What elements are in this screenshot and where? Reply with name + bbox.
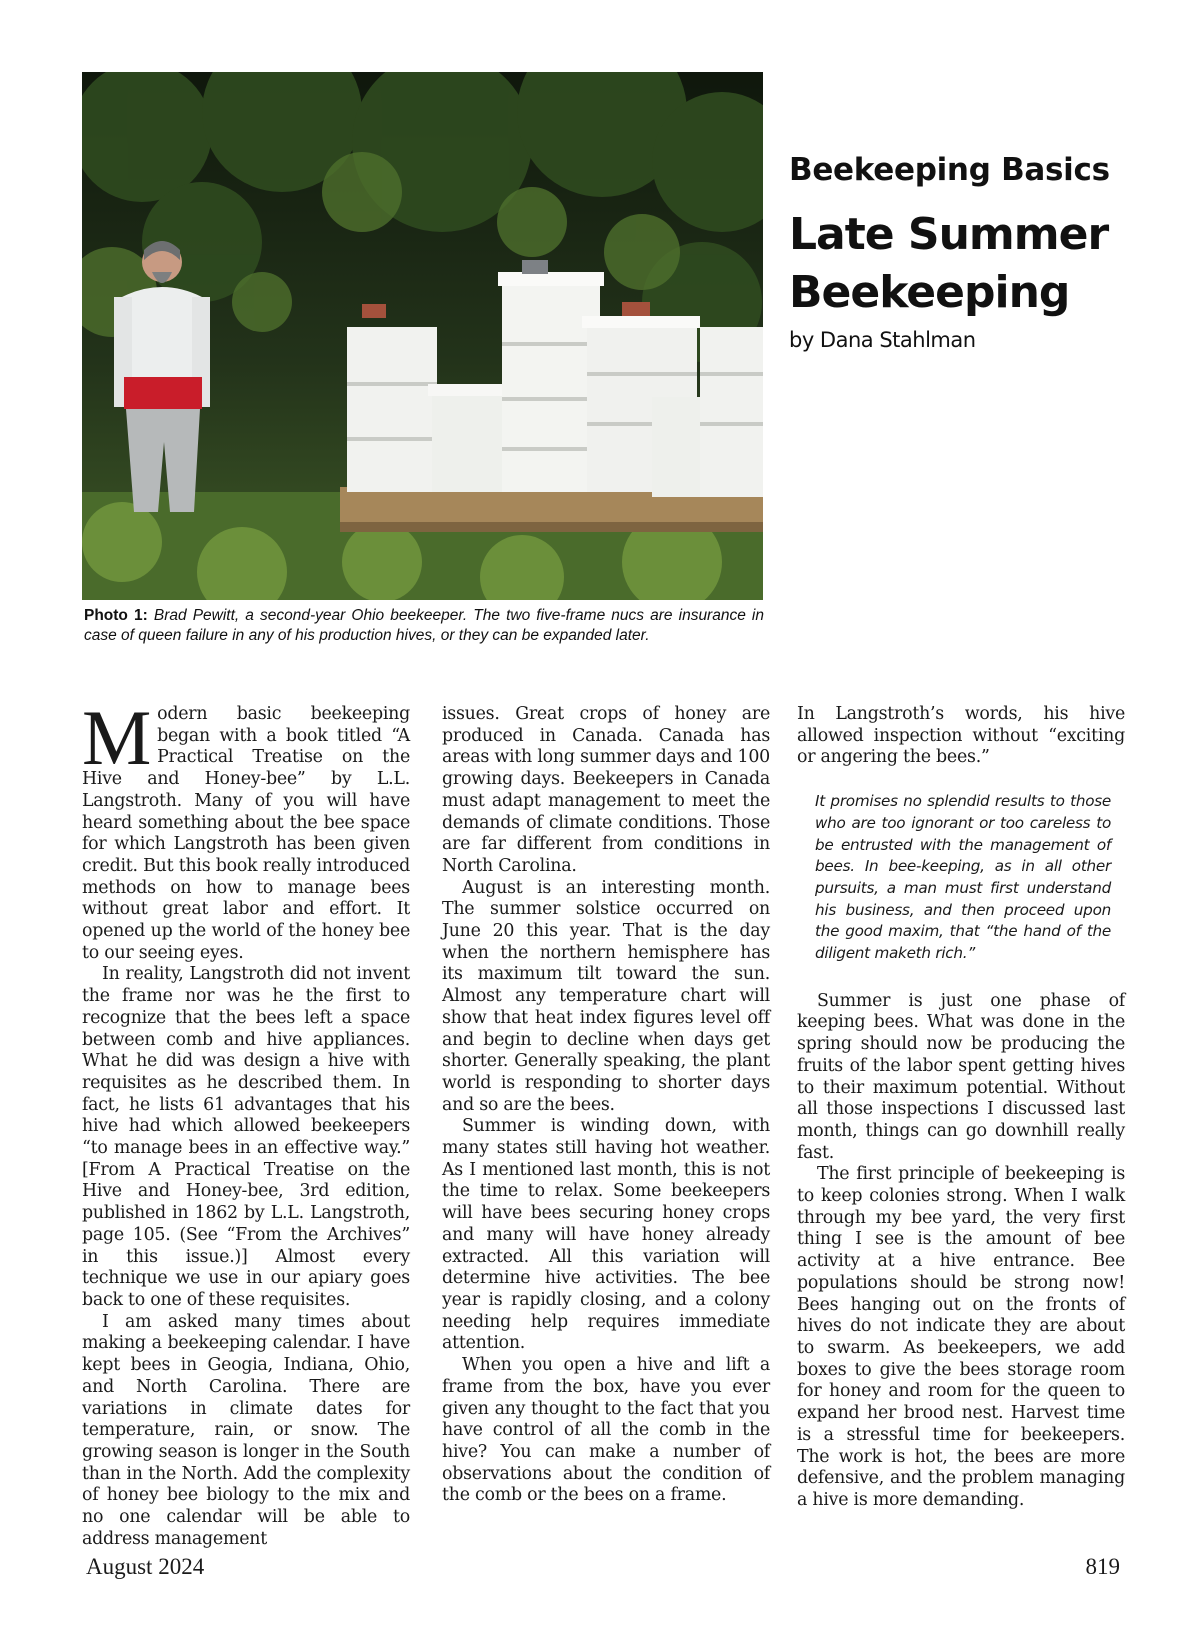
paragraph: In reality, Langstroth did not invent the frame nor was he the first to recognize that the bees left a space between comb and hive appliances. What he did was design a hive with requisites as he described them. In fact, he lists 61 advantages that his hive had which allowed beekeepers “to manage bees in an effective way.” [From A Practical Treatise on the Hive and Honey-bee, 3rd edition, published in 1862 by L.L. Langstroth, page 105. (See “From the Archives” in this issue.)] Almost every technique we use in our apiary goes back to one of these requisites. bbox=[82, 964, 410, 1310]
beeyard-illustration bbox=[82, 72, 763, 600]
paragraph: August is an interesting month. The summer solstice occurred on June 20 this year. That is the day when the northern hemisphere has its maximum tilt toward the sun. Almost any temperature chart will show that heat index figures level off and begin to decline when days get shorter. Generally speaking, the plant world is responding to shorter days and so are the bees. bbox=[442, 877, 770, 1115]
column-3 bbox=[797, 704, 1125, 1512]
paragraph: I am asked many times about making a beekeeping calendar. I have kept bees in Geogia, Indiana, Ohio, and North Carolina. There are variations in climate dates for temperature, rain, or snow. The growing season is longer in the South than in the North. Add the complexity of honey bee biology to the mix and no one calendar will be able to address management bbox=[82, 1311, 410, 1549]
article-title bbox=[789, 206, 1169, 322]
article-title-line-1: Late Summer bbox=[789, 209, 1109, 260]
column-1 bbox=[82, 694, 410, 1550]
paragraph: Summer is winding down, with many states still having hot weather. As I mentioned last month, this is not the time to relax. Some beekeepers will have bees securing honey crops and many will have honey already extracted. All this variation will determine hive activities. The bee year is rapidly closing, and a colony needing help requires immediate attention. bbox=[442, 1116, 770, 1354]
caption-label: Photo 1: bbox=[84, 607, 148, 624]
article-header bbox=[789, 152, 1169, 352]
paragraph: The first principle of beekeeping is to keep colonies strong. When I walk through my bee yard, the very first thing I see is the amount of bee activity at a hive entrance. Bee populations should be strong now! Bees hanging out on the fronts of hives do not indicate they are about to swarm. As beekeepers, we add boxes to give the bees storage room for honey and room for the queen to expand her brood nest. Harvest time is a stressful time for beekeepers. The work is hot, the bees are more defensive, and the problem managing a hive is more demanding. bbox=[797, 1164, 1125, 1510]
page-number: 819 bbox=[1085, 1554, 1120, 1579]
paragraph: In Langstroth’s words, his hive allowed inspection without “exciting or angering the bees.” bbox=[797, 704, 1125, 768]
paragraph bbox=[82, 694, 410, 964]
article-photo bbox=[82, 72, 763, 600]
paragraph: Summer is just one phase of keeping bees. What was done in the spring should now be producing the fruits of the labor spent getting hives to their maximum potential. Without all those inspections I discussed last month, things can go downhill really fast. bbox=[797, 990, 1125, 1163]
byline: by Dana Stahlman bbox=[789, 328, 976, 352]
article-title-line-2: Beekeeping bbox=[789, 267, 1070, 318]
paragraph: When you open a hive and lift a frame from the box, have you ever given any thought to the fact that you have control of all the comb in the hive? You can make a number of observations about the condition of the comb or the bees on a frame. bbox=[442, 1355, 770, 1506]
drop-cap: M bbox=[82, 694, 152, 781]
section-title: Beekeeping Basics bbox=[789, 152, 1110, 188]
block-quote: It promises no splendid results to those who are too ignorant or too careless to be entrusted with the management of bees. In bee-keeping, as in all other pursuits, a man must first understand his business, and then proceed upon the good maxim, that “the hand of the diligent maketh rich.” bbox=[815, 792, 1111, 963]
paragraph: issues. Great crops of honey are produced in Canada. Canada has areas with long summer days and 100 growing days. Beekeepers in Canada must adapt management to meet the demands of climate conditions. Those are far different from conditions in North Carolina. bbox=[442, 704, 770, 876]
caption-text: Brad Pewitt, a second-year Ohio beekeeper. The two five-frame nucs are insurance in case of queen failure in any of his production hives, or they can be expanded later. bbox=[84, 607, 764, 644]
footer-date: August 2024 bbox=[86, 1554, 205, 1579]
column-2 bbox=[442, 704, 770, 1507]
paragraph-text: odern basic beekeeping began with a book titled “A Practical Treatise on the Hive and Honey-bee” by L.L. Langstroth. Many of you will have heard something about the bee space for which Langstroth has been given credit. But this book really introduced methods on how to manage bees without great labor and effort. It opened up the world of the honey bee to our seeing eyes. bbox=[82, 704, 410, 963]
photo-caption bbox=[84, 606, 764, 645]
